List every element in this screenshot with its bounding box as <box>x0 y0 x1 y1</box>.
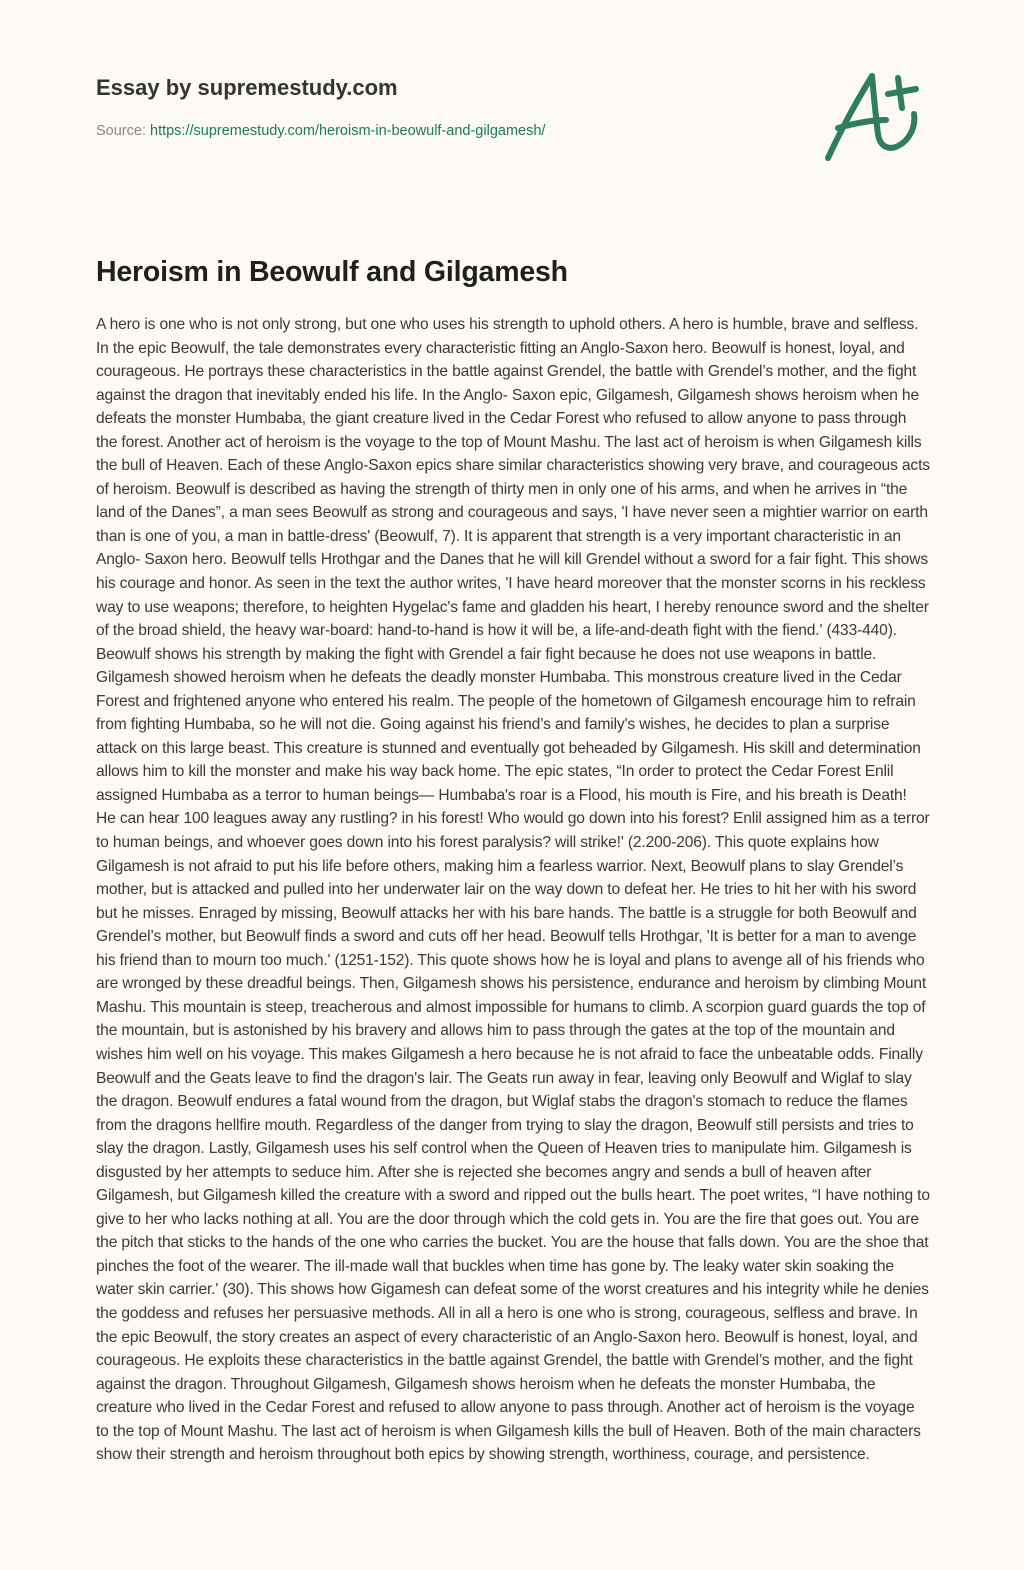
source-link[interactable]: https://supremestudy.com/heroism-in-beowulf-and-gilgamesh/ <box>150 123 546 139</box>
source-line <box>96 122 796 140</box>
source-label: Source: <box>96 123 150 139</box>
a-plus-grade-icon <box>818 64 930 168</box>
site-title: Essay by supremestudy.com <box>96 75 398 100</box>
essay-title: Heroism in Beowulf and Gilgamesh <box>96 256 568 288</box>
essay-body: A hero is one who is not only strong, but one who uses his strength to uphold others. A hero is humble, brave and selfless. In the epic Beowulf, the tale demonstrates every characteristic fitting an Anglo-Saxon hero. Beowulf is honest, loyal, and courageous. He portrays these characteristics in the battle against Grendel, the battle with Grendel’s mother, and the fight against the dragon that inevitably ended his life. In the Anglo- Saxon epic, Gilgamesh, Gilgamesh shows heroism when he defeats the monster Humbaba, the giant creature lived in the Cedar Forest who refused to allow anyone to pass through the forest. Another act of heroism is the voyage to the top of Mount Mashu. The last act of heroism is when Gilgamesh kills the bull of Heaven. Each of these Anglo-Saxon epics share similar characteristics showing very brave, and courageous acts of heroism. Beowulf is described as having the strength of thirty men in only one of his arms, and when he arrives in “the land of the Danes”, a man sees Beowulf as strong and courageous and says, 'I have never seen a mightier warrior on earth than is one of you, a man in battle-dress' (Beowulf, 7). It is apparent that strength is a very important characteristic in an Anglo- Saxon hero. Beowulf tells Hrothgar and the Danes that he will kill Grendel without a sword for a fair fight. This shows his courage and honor. As seen in the text the author writes, 'I have heard moreover that the monster scorns in his reckless way to use weapons; therefore, to heighten Hygelac's fame and gladden his heart, I hereby renounce sword and the shelter of the broad shield, the heavy war-board: hand-to-hand is how it will be, a life-and-death fight with the fiend.' (433-440). Beowulf shows his strength by making the fight with Grendel a fair fight because he does not use weapons in battle. Gilgamesh showed heroism when he defeats the deadly monster Humbaba. This monstrous creature lived in the Cedar Forest and frightened anyone who entered his realm. The people of the hometown of Gilgamesh encourage him to refrain from fighting Humbaba, so he will not die. Going against his friend’s and family's wishes, he decides to plan a surprise attack on this large beast. This creature is stunned and eventually got beheaded by Gilgamesh. His skill and determination allows him to kill the monster and make his way back home. The epic states, “In order to protect the Cedar Forest Enlil assigned Humbaba as a terror to human beings— Humbaba's roar is a Flood, his mouth is Fire, and his breath is Death! He can hear 100 leagues away any rustling? in his forest! Who would go down into his forest? Enlil assigned him as a terror to human beings, and whoever goes down into his forest paralysis? will strike!' (2.200-206). This quote explains how Gilgamesh is not afraid to put his life before others, making him a fearless warrior. Next, Beowulf plans to slay Grendel’s mother, but is attacked and pulled into her underwater lair on the way down to defeat her. He tries to hit her with his sword but he misses. Enraged by missing, Beowulf attacks her with his bare hands. The battle is a struggle for both Beowulf and Grendel’s mother, but Beowulf finds a sword and cuts off her head. Beowulf tells Hrothgar, 'It is better for a man to avenge his friend than to mourn too much.' (1251-152). This quote shows how he is loyal and plans to avenge all of his friends who are wronged by these dreadful beings. Then, Gilgamesh shows his persistence, endurance and heroism by climbing Mount Mashu. This mountain is steep, treacherous and almost impossible for humans to climb. A scorpion guard guards the top of the mountain, but is astonished by his bravery and allows him to pass through the gates at the top of the mountain and wishes him well on his voyage. This makes Gilgamesh a hero because he is not afraid to face the unbeatable odds. Finally Beowulf and the Geats leave to find the dragon's lair. The Geats run away in fear, leaving only Beowulf and Wiglaf to slay the dragon. Beowulf endures a fatal wound from the dragon, but Wiglaf stabs the dragon's stomach to reduce the flames from the dragons hellfire mouth. Regardless of the danger from trying to slay the dragon, Beowulf still persists and tries to slay the dragon. Lastly, Gilgamesh uses his self control when the Queen of Heaven tries to manipulate him. Gilgamesh is disgusted by her attempts to seduce him. After she is rejected she becomes angry and sends a bull of heaven after Gilgamesh, but Gilgamesh killed the creature with a sword and ripped out the bulls heart. The poet writes, “I have nothing to give to her who lacks nothing at all. You are the door through which the cold gets in. You are the fire that goes out. You are the pitch that sticks to the hands of the one who carries the bucket. You are the house that falls down. You are the shoe that pinches the foot of the wearer. The ill-made wall that buckles when time has gone by. The leaky water skin soaking the water skin carrier.' (30). This shows how Gigamesh can defeat some of the worst creatures and his integrity while he denies the goddess and refuses her persuasive methods. All in all a hero is one who is strong, courageous, selfless and brave. In the epic Beowulf, the story creates an aspect of every characteristic of an Anglo-Saxon hero. Beowulf is honest, loyal, and courageous. He exploits these characteristics in the battle against Grendel, the battle with Grendel’s mother, and the fight against the dragon. Throughout Gilgamesh, Gilgamesh shows heroism when he defeats the monster Humbaba, the creature who lived in the Cedar Forest and refused to allow anyone to pass through. Another act of heroism is the voyage to the top of Mount Mashu. The last act of heroism is when Gilgamesh kills the bull of Heaven. Both of the main characters show their strength and heroism throughout both epics by showing strength, worthiness, courage, and persistence. <box>96 316 930 1464</box>
page-header <box>96 74 796 140</box>
